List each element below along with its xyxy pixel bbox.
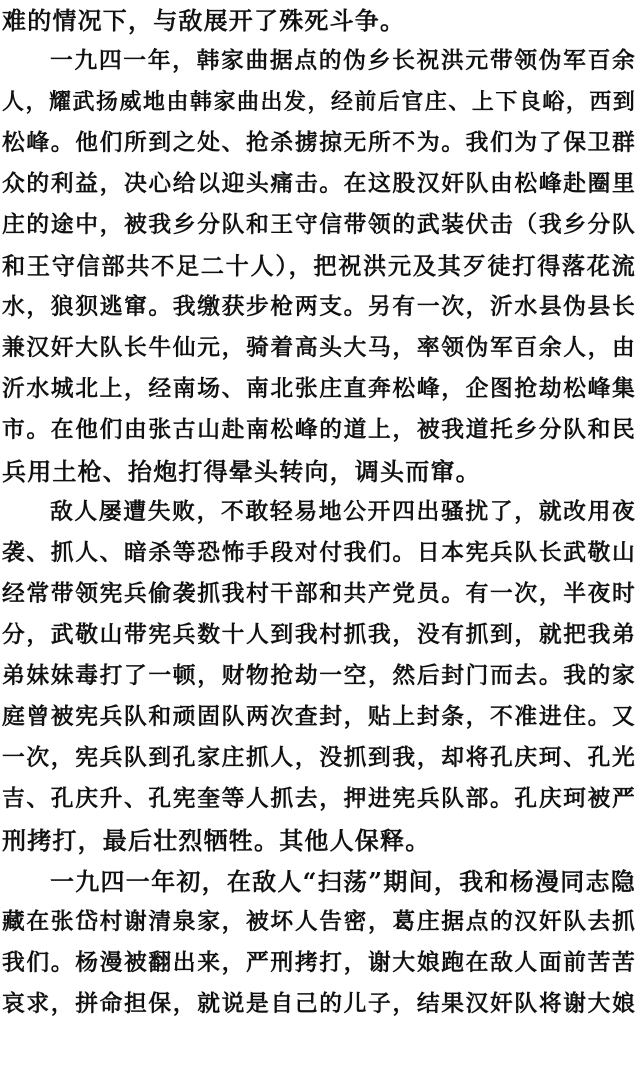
text-line: 一次，宪兵队到孔家庄抓人，没抓到我，却将孔庆珂、孔光 (2, 745, 636, 771)
text-line: 袭、抓人、暗杀等恐怖手段对付我们。日本宪兵队长武敬山 (2, 540, 636, 566)
text-line: 刑拷打，最后壮烈牺牲。其他人保释。 (2, 826, 431, 855)
text-line: 分，武敬山带宪兵数十人到我村抓我，没有抓到，就把我弟 (2, 622, 636, 648)
text-line: 庄的途中，被我乡分队和王守信带领的武装伏击（我乡分队 (2, 212, 636, 238)
text-line: 我们。杨漫被翻出来，严刑拷打，谢大娘跑在敌人面前苦苦 (2, 950, 636, 976)
text-line: 哀求，拼命担保，就说是自己的儿子，结果汉奸队将谢大娘 (2, 991, 636, 1017)
text-line: 市。在他们由张古山赴南松峰的道上，被我道托乡分队和民 (2, 417, 636, 443)
text-line: 一九四一年初，在敌人“扫荡”期间，我和杨漫同志隐 (50, 867, 636, 896)
text-line: 弟妹妹毒打了一顿，财物抢劫一空，然后封门而去。我的家 (2, 663, 636, 689)
text-line: 敌人屡遭失败，不敢轻易地公开四出骚扰了，就改用夜 (50, 499, 636, 525)
text-line: 人，耀武扬威地由韩家曲出发，经前后官庄、上下良峪，西到 (2, 89, 636, 115)
text-line: 沂水城北上，经南场、南北张庄直奔松峰，企图抢劫松峰集 (2, 376, 636, 402)
text-line: 兵用土枪、抬炮打得晕头转向，调头而窜。 (2, 457, 481, 486)
text-line: 吉、孔庆升、孔宪奎等人抓去，押进宪兵队部。孔庆珂被严 (2, 786, 636, 812)
text-line: 水，狼狈逃窜。我缴获步枪两支。另有一次，沂水县伪县长 (2, 294, 636, 320)
text-line: 兼汉奸大队长牛仙元，骑着高头大马，率领伪军百余人，由 (2, 335, 636, 361)
text-line: 难的情况下，与敌展开了殊死斗争。 (2, 6, 406, 35)
text-line: 庭曾被宪兵队和顽固队两次查封，贴上封条，不准进住。又 (2, 704, 636, 730)
text-line: 一九四一年，韩家曲据点的伪乡长祝洪元带领伪军百余 (50, 48, 636, 74)
text-line: 和王守信部共不足二十人），把祝洪元及其歹徒打得落花流 (2, 253, 636, 280)
body-text (2, 0, 636, 1025)
text-line: 经常带领宪兵偷袭抓我村干部和共产党员。有一次，半夜时 (2, 581, 636, 607)
text-line: 松峰。他们所到之处、抢杀掳掠无所不为。我们为了保卫群 (2, 130, 636, 156)
text-line: 众的利益，决心给以迎头痛击。在这股汉奸队由松峰赴圈里 (2, 171, 636, 197)
text-line: 藏在张岱村谢清泉家，被坏人告密，葛庄据点的汉奸队去抓 (2, 909, 636, 935)
